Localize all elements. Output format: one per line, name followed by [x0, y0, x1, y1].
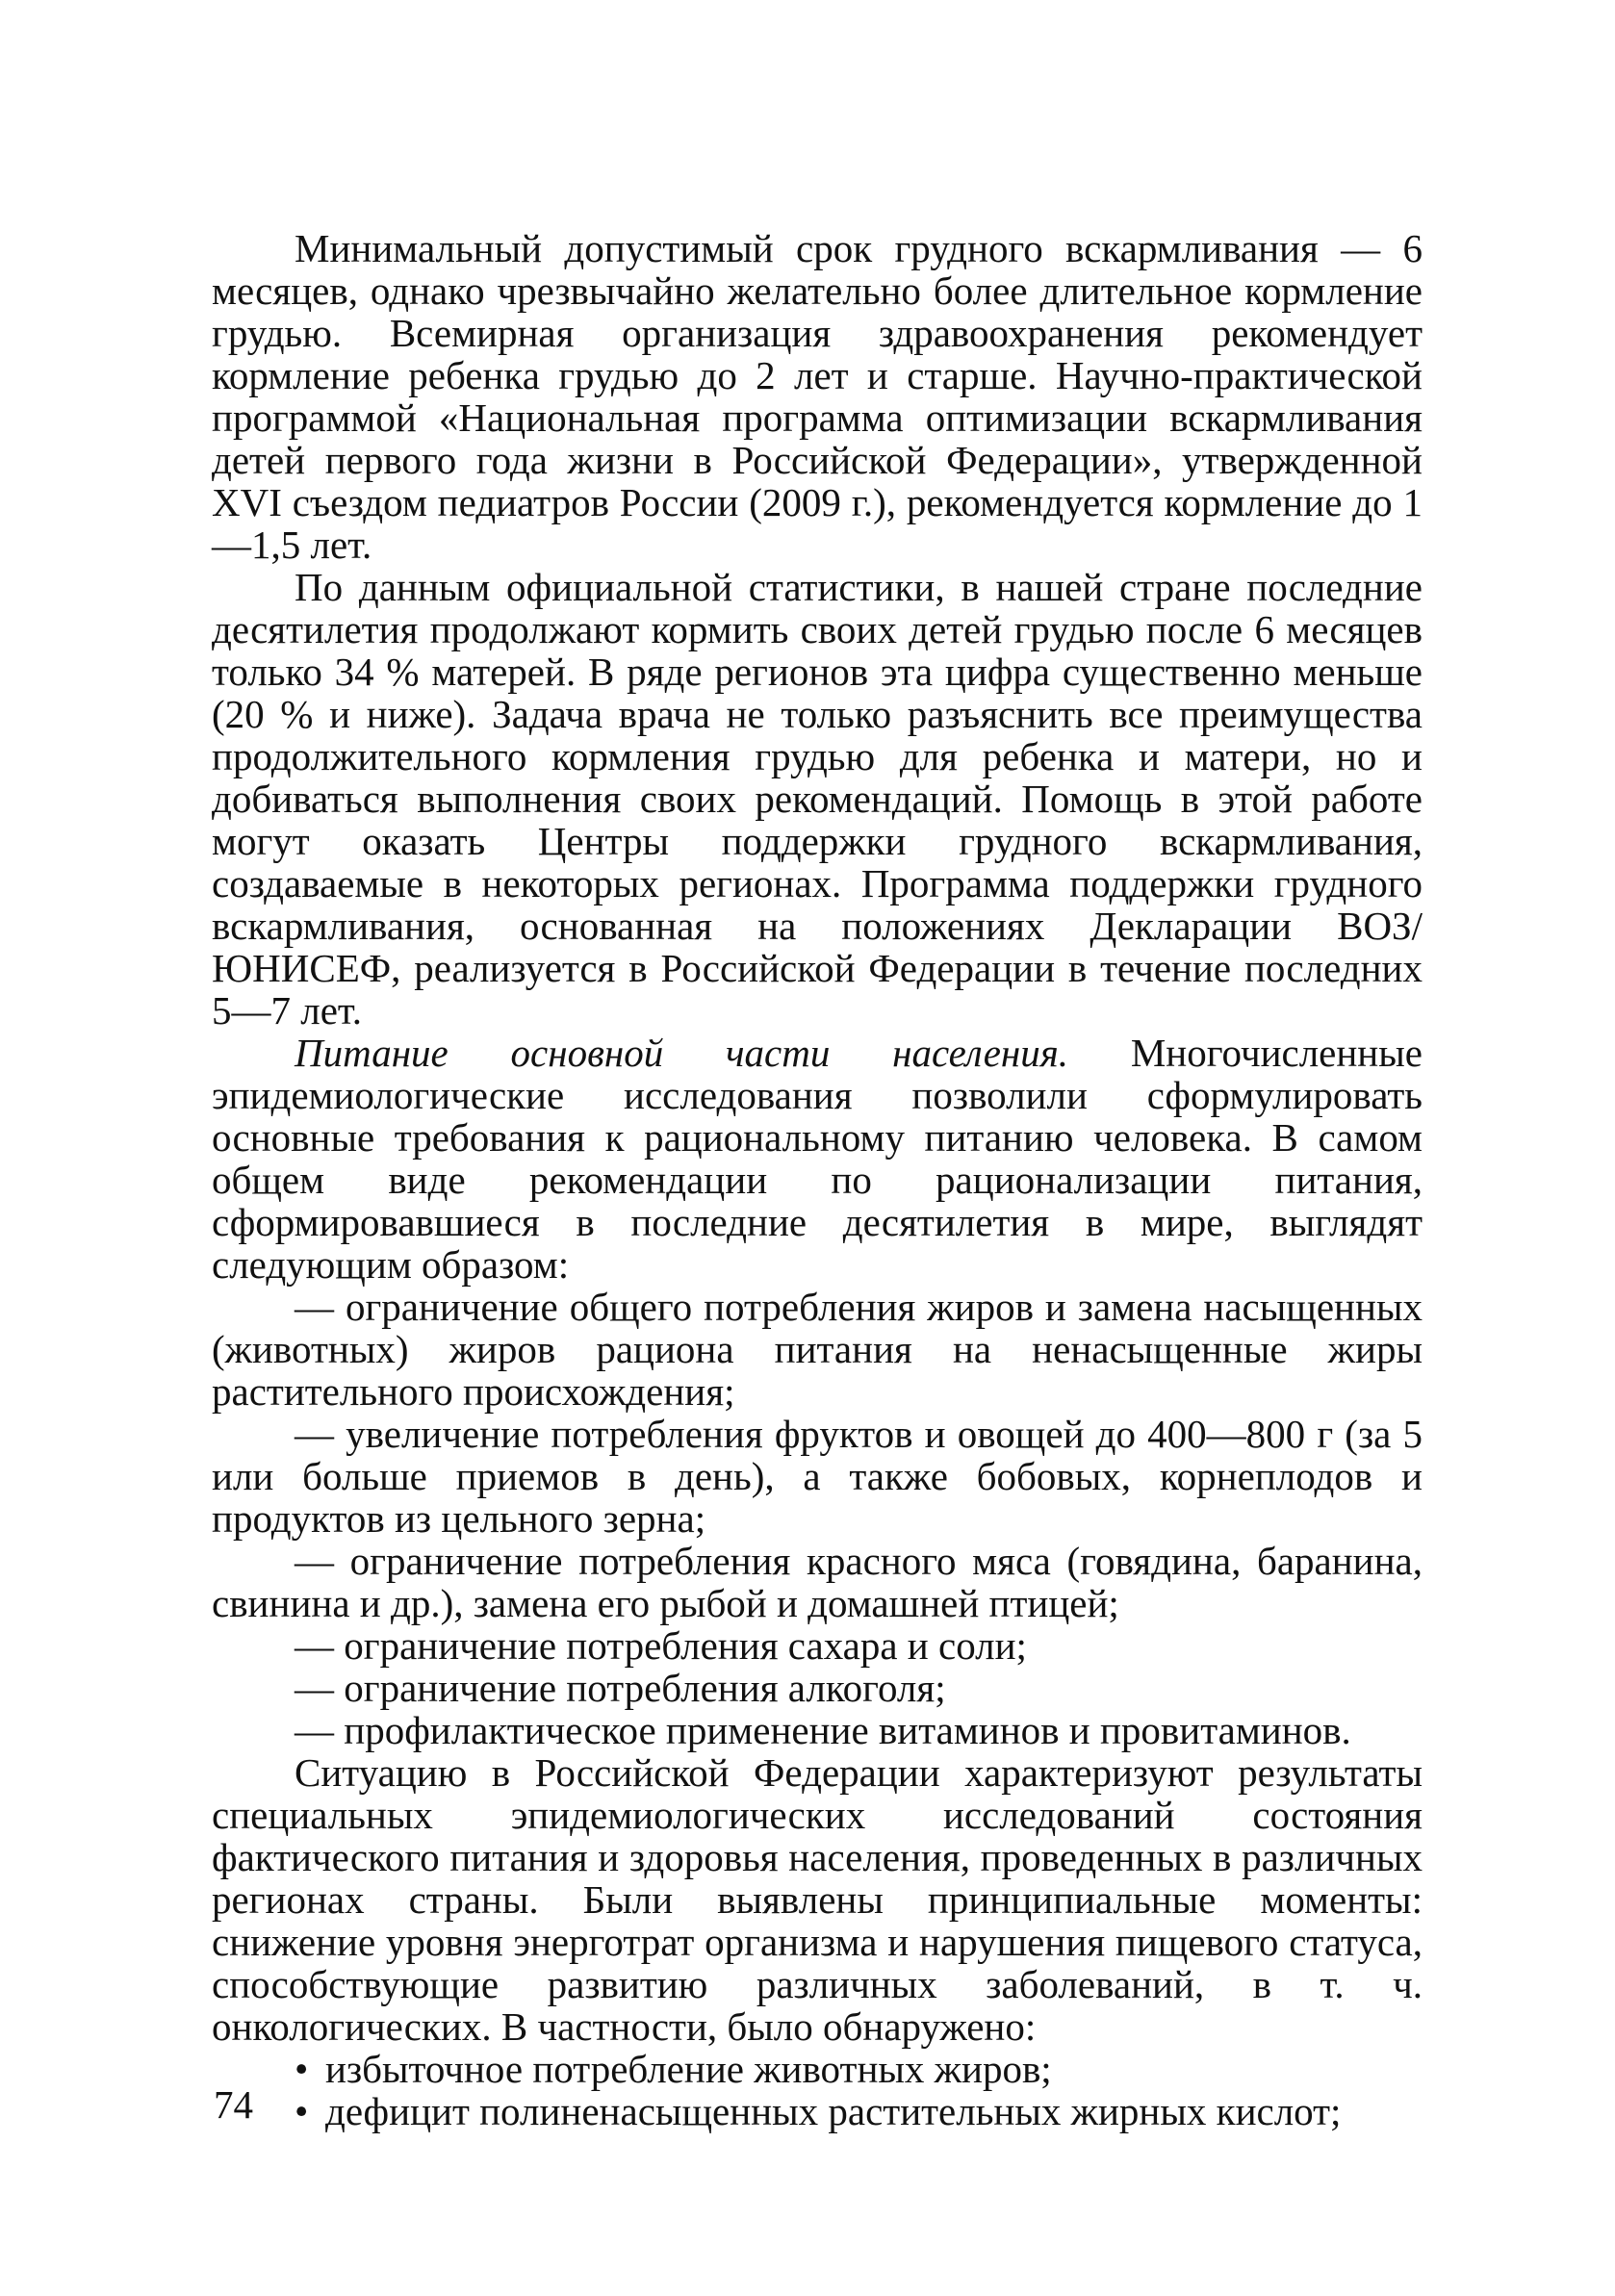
- nutrition-heading: Питание основной части населения.: [295, 1031, 1069, 1075]
- bullet-list: [212, 2048, 1423, 2132]
- nutrition-text: Многочисленные эпидемиологические исследования позволили сформулировать основные требования к рациональному питанию человека. В самом общем виде рекомендации по рационализации питания, сформировавшиеся в последние десятилетия в мире, выглядят следующим образом:: [212, 1031, 1423, 1287]
- dash-item-red-meat: — ограничение потребления красного мяса (говядина, баранина, свинина и др.), замена его рыбой и домашней птицей;: [212, 1539, 1423, 1625]
- paragraph-breastfeeding-duration: Минимальный допустимый срок грудного вскармливания — 6 месяцев, однако чрезвычайно желательно более длительное кормление грудью. Всемирная организация здравоохранения рекомендует кормление ребенка грудью до 2 лет и старше. Научно-практической программой «Национальная программа оптимизации вскармливания детей первого года жизни в Российской Федерации», утвержденной XVI съездом педиатров России (2009 г.), рекомендуется кормление до 1—1,5 лет.: [212, 226, 1423, 567]
- dash-item-alcohol: — ограничение потребления алкоголя;: [295, 1666, 946, 1710]
- list-item-text: дефицит полиненасыщенных растительных жирных кислот;: [325, 2089, 1342, 2133]
- list-item: [212, 2048, 1423, 2090]
- bullet-icon: •: [295, 2047, 309, 2091]
- dash-item-vitamins: — профилактическое применение витаминов и провитаминов.: [295, 1708, 1351, 1752]
- list-item: [212, 2090, 1423, 2132]
- dash-item-fats: — ограничение общего потребления жиров и замена насыщенных (животных) жиров рациона питания на ненасыщенные жиры растительного происхождения;: [212, 1285, 1423, 1414]
- paragraph-situation: Ситуацию в Российской Федерации характеризуют результаты специальных эпидемиологических исследований состояния фактического питания и здоровья населения, проведенных в различных регионах страны. Были выявлены принципиальные моменты: снижение уровня энерготрат организма и нарушения пищевого статуса, способствующие развитию различных заболеваний, в т. ч. онкологических. В частности, было обнаружено:: [212, 1750, 1423, 2049]
- dash-item-sugar-salt: — ограничение потребления сахара и соли;: [295, 1623, 1027, 1668]
- body-text: [212, 227, 1423, 2132]
- page-number: 74: [214, 2082, 253, 2127]
- paragraph-statistics: По данным официальной статистики, в нашей стране последние десятилетия продолжают кормить своих детей грудью после 6 месяцев только 34 % матерей. В ряде регионов эта цифра существенно меньше (20 % и ниже). Задача врача не только разъяснить все преимущества продолжительного кормления грудью для ребенка и матери, но и добиваться выполнения своих рекомендаций. Помощь в этой работе могут оказать Центры поддержки грудного вскармливания, создаваемые в некоторых регионах. Программа поддержки грудного вскармливания, основанная на положениях Декларации ВОЗ/ЮНИСЕФ, реализуется в Российской Федерации в течение последних 5—7 лет.: [212, 565, 1423, 1033]
- bullet-icon: •: [295, 2089, 309, 2133]
- paragraph-nutrition: [212, 1032, 1423, 1286]
- dash-item-fruits: — увеличение потребления фруктов и овощей до 400—800 г (за 5 или больше приемов в день), а также бобовых, корнеплодов и продуктов из цельного зерна;: [212, 1412, 1423, 1541]
- list-item-text: избыточное потребление животных жиров;: [325, 2047, 1052, 2091]
